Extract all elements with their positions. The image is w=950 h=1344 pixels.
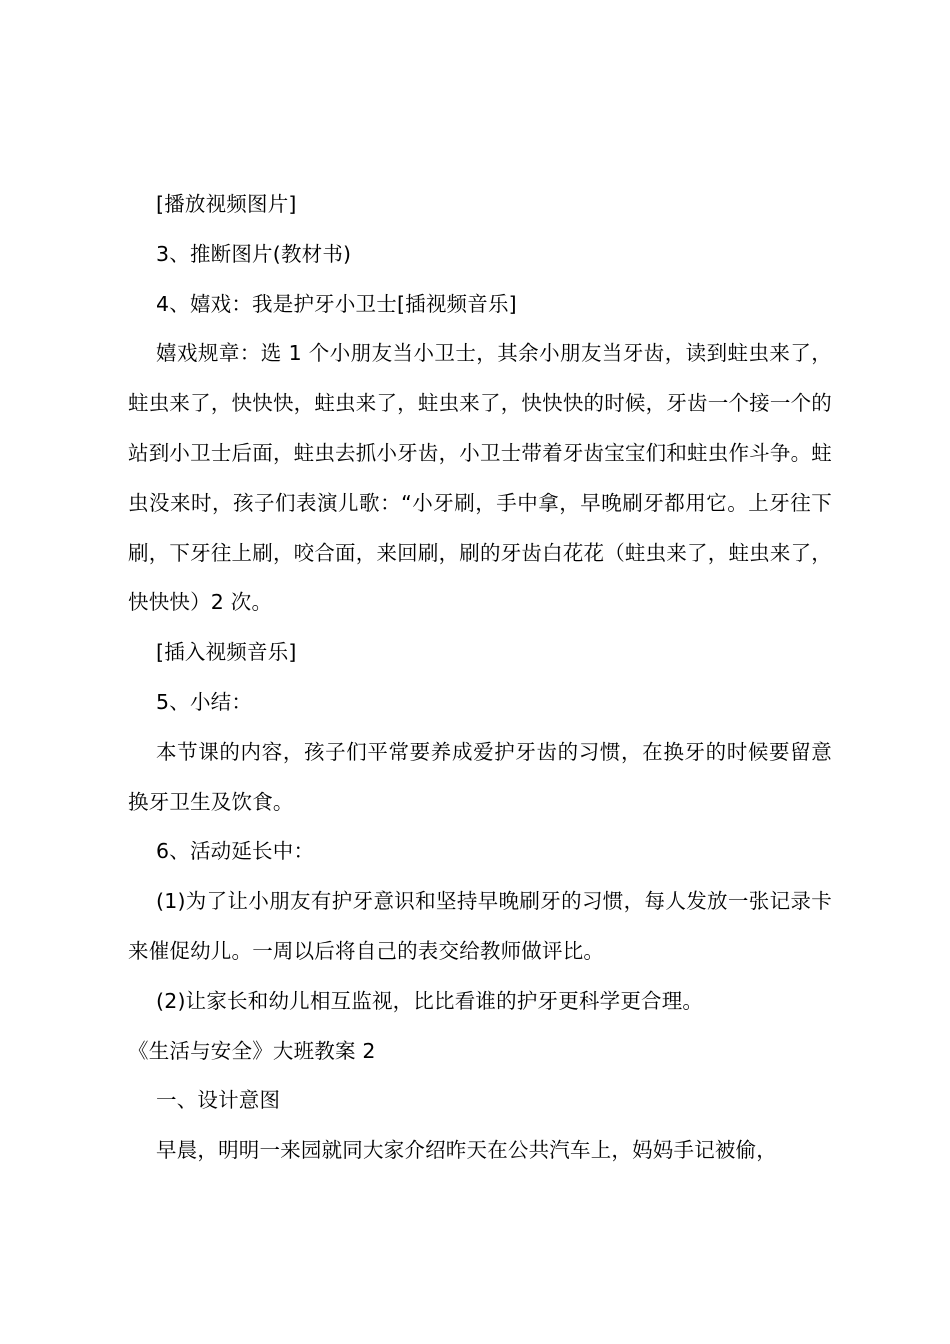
document-body	[128, 180, 832, 1176]
paragraph-design-intent-body: 早晨，明明一来园就同大家介绍昨天在公共汽车上，妈妈手记被偷，	[156, 1138, 777, 1163]
paragraph-step-5: 5、小结：	[156, 689, 253, 714]
paragraph-extension-2: (2)让家长和幼儿相互监视，比比看谁的护牙更科学更合理。	[156, 988, 704, 1013]
paragraph-summary: 本节课的内容，孩子们平常要养成爱护牙齿的习惯，在换牙的时候要留意换牙卫生及饮食。	[128, 739, 832, 814]
paragraph-design-intent-heading: 一、设计意图	[156, 1088, 281, 1113]
paragraph-game-rules: 嬉戏规章：选 1 个小朋友当小卫士，其余小朋友当牙齿，读到蛀虫来了，蛀虫来了，快快快，蛀虫来了，蛀虫来了，快快快的时候，牙齿一个接一个的站到小卫士后面，蛀虫去抓小牙齿，小卫士带着牙齿宝宝们和蛀虫作斗争。蛀虫没来时，孩子们表演儿歌：“小牙刷，手中拿，早晚刷牙都用它。上牙往下刷，下牙往上刷，咬合面，来回刷，刷的牙齿白花花（蛀虫来了，蛀虫来了，快快快）2 次。	[128, 341, 832, 615]
paragraph-step-3: 3、推断图片(教材书)	[156, 241, 352, 266]
paragraph-play-video: [播放视频图片]	[156, 192, 297, 216]
paragraph-step-6: 6、活动延长中：	[156, 839, 315, 864]
paragraph-insert-video: [插入视频音乐]	[156, 640, 297, 665]
section-title: 《生活与安全》大班教案 2	[128, 1038, 376, 1063]
paragraph-step-4: 4、嬉戏：我是护牙小卫士[插视频音乐]	[156, 291, 517, 316]
paragraph-extension-1: (1)为了让小朋友有护牙意识和坚持早晚刷牙的习惯，每人发放一张记录卡来催促幼儿。一周以后将自己的表交给教师做评比。	[128, 889, 832, 963]
